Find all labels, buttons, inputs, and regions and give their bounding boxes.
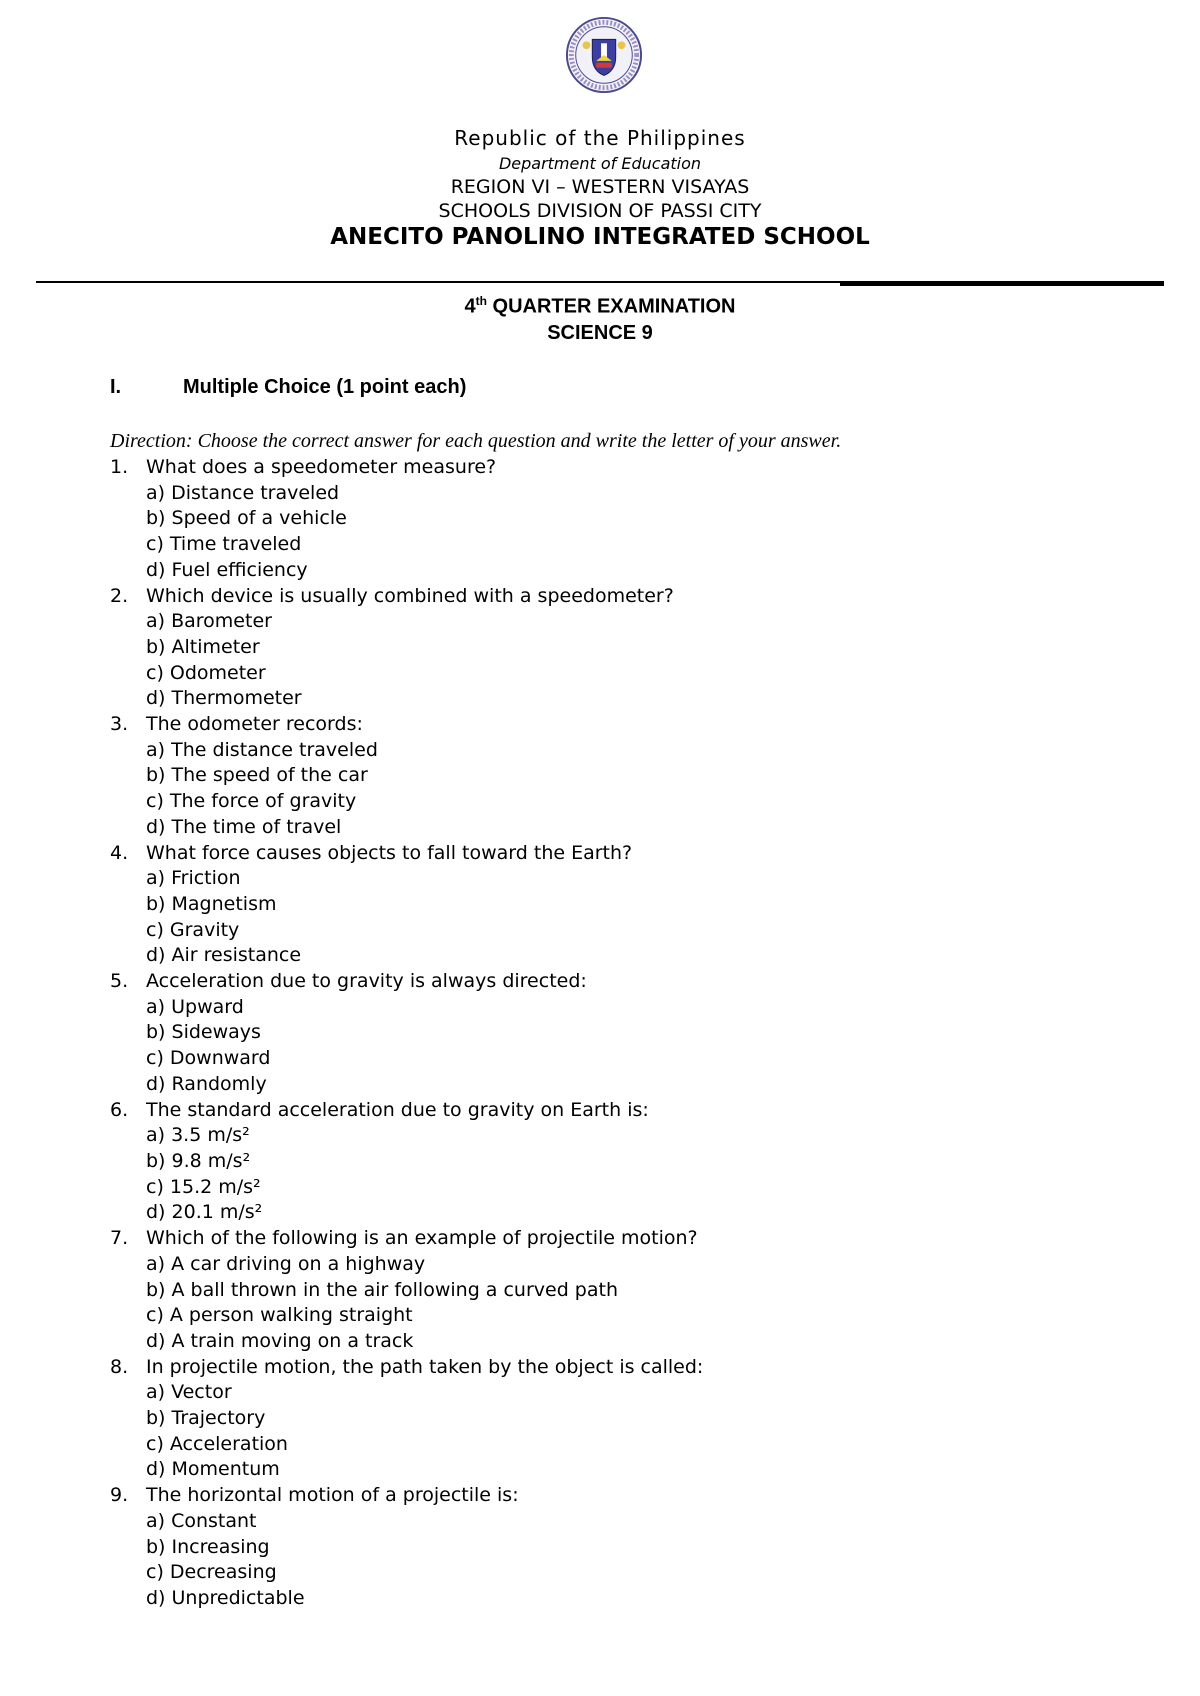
question-stem	[110, 1226, 703, 1252]
exam-title	[0, 294, 1200, 319]
answer-option: a) Vector	[146, 1381, 232, 1404]
question-stem	[110, 1355, 703, 1381]
answer-option: c) Odometer	[146, 661, 266, 684]
quarter-number: 4	[464, 295, 476, 318]
question-stem	[110, 712, 703, 738]
question-item	[110, 1098, 703, 1227]
answer-option: b) Magnetism	[146, 892, 277, 915]
question-stem	[110, 584, 703, 610]
question-number: 6.	[110, 1098, 129, 1121]
answer-option: a) Distance traveled	[146, 481, 340, 504]
region-heading: REGION VI – WESTERN VISAYAS	[450, 176, 750, 198]
question-stem	[110, 969, 703, 995]
question-text: Which of the following is an example of projectile motion?	[146, 1227, 698, 1250]
question-number: 2.	[110, 584, 129, 607]
answer-option: c) Downward	[146, 1047, 271, 1070]
question-item	[110, 1355, 703, 1484]
answer-option: a) Upward	[146, 995, 244, 1018]
answer-option: c) Time traveled	[146, 533, 302, 556]
question-item	[110, 1483, 703, 1612]
division-heading: SCHOOLS DIVISION OF PASSI CITY	[438, 200, 762, 222]
answer-option: d) Fuel efficiency	[146, 558, 308, 581]
answer-option: b) Altimeter	[146, 635, 260, 658]
answer-option: c) Gravity	[146, 918, 240, 941]
answer-option: a) Friction	[146, 867, 241, 890]
answer-option: c) A person walking straight	[146, 1304, 413, 1327]
exam-title-rest: QUARTER EXAMINATION	[486, 295, 736, 318]
answer-option: b) The speed of the car	[146, 764, 368, 787]
question-item	[110, 584, 703, 713]
section-heading	[110, 376, 466, 399]
school-name: ANECITO PANOLINO INTEGRATED SCHOOL	[330, 224, 870, 250]
answer-option: c) The force of gravity	[146, 790, 357, 813]
answer-option: a) Constant	[146, 1509, 257, 1532]
question-number: 5.	[110, 970, 129, 993]
answer-option: d) Thermometer	[146, 687, 302, 710]
quarter-suffix: th	[475, 294, 487, 308]
section-title: Multiple Choice (1 point each)	[183, 376, 467, 398]
answer-option: d) Unpredictable	[146, 1586, 305, 1609]
question-list	[110, 455, 703, 1612]
question-text: The horizontal motion of a projectile is:	[146, 1484, 519, 1507]
question-stem	[110, 841, 703, 867]
question-text: The standard acceleration due to gravity on Earth is:	[146, 1098, 649, 1121]
question-item	[110, 841, 703, 970]
answer-option: c) Acceleration	[146, 1432, 288, 1455]
answer-option: d) Momentum	[146, 1458, 280, 1481]
answer-option: b) 9.8 m/s²	[146, 1149, 251, 1172]
question-stem	[110, 1098, 703, 1124]
question-text: Which device is usually combined with a speedometer?	[146, 584, 674, 607]
question-stem	[110, 1483, 703, 1509]
answer-option: b) Trajectory	[146, 1407, 266, 1430]
question-number: 1.	[110, 456, 129, 478]
republic-heading: Republic of the Philippines	[454, 126, 746, 150]
question-item	[110, 712, 703, 841]
question-number: 9.	[110, 1484, 129, 1507]
header-divider-thick	[840, 281, 1164, 286]
answer-option: c) 15.2 m/s²	[146, 1175, 261, 1198]
section-number: I.	[110, 376, 122, 398]
answer-option: b) A ball thrown in the air following a curved path	[146, 1278, 619, 1301]
answer-option: d) Air resistance	[146, 944, 302, 967]
question-number: 3.	[110, 713, 129, 736]
answer-option: b) Sideways	[146, 1021, 261, 1044]
question-text: The odometer records:	[146, 713, 363, 736]
exam-subject: SCIENCE 9	[547, 322, 653, 344]
question-text: Acceleration due to gravity is always directed:	[146, 970, 587, 993]
answer-option: c) Decreasing	[146, 1561, 277, 1584]
answer-option: d) Randomly	[146, 1072, 267, 1095]
question-text: What force causes objects to fall toward the Earth?	[146, 841, 633, 864]
question-number: 8.	[110, 1355, 129, 1378]
question-item	[110, 969, 703, 1098]
department-heading: Department of Education	[498, 154, 702, 173]
answer-option: b) Increasing	[146, 1535, 270, 1558]
question-text: In projectile motion, the path taken by the object is called:	[146, 1355, 704, 1378]
answer-option: a) The distance traveled	[146, 738, 378, 761]
question-number: 7.	[110, 1227, 129, 1250]
deped-seal-logo	[565, 16, 643, 94]
answer-option: d) 20.1 m/s²	[146, 1201, 263, 1224]
question-stem	[110, 455, 703, 481]
answer-option: a) Barometer	[146, 610, 272, 633]
answer-option: d) The time of travel	[146, 815, 342, 838]
question-item	[110, 455, 703, 584]
direction-text: Direction: Choose the correct answer for each question and write the letter of your answer.	[110, 430, 842, 452]
answer-option: d) A train moving on a track	[146, 1329, 414, 1352]
question-number: 4.	[110, 841, 129, 864]
question-item	[110, 1226, 703, 1355]
question-text: What does a speedometer measure?	[146, 456, 497, 478]
answer-option: b) Speed of a vehicle	[146, 507, 347, 530]
answer-option: a) A car driving on a highway	[146, 1252, 426, 1275]
answer-option: a) 3.5 m/s²	[146, 1124, 250, 1147]
